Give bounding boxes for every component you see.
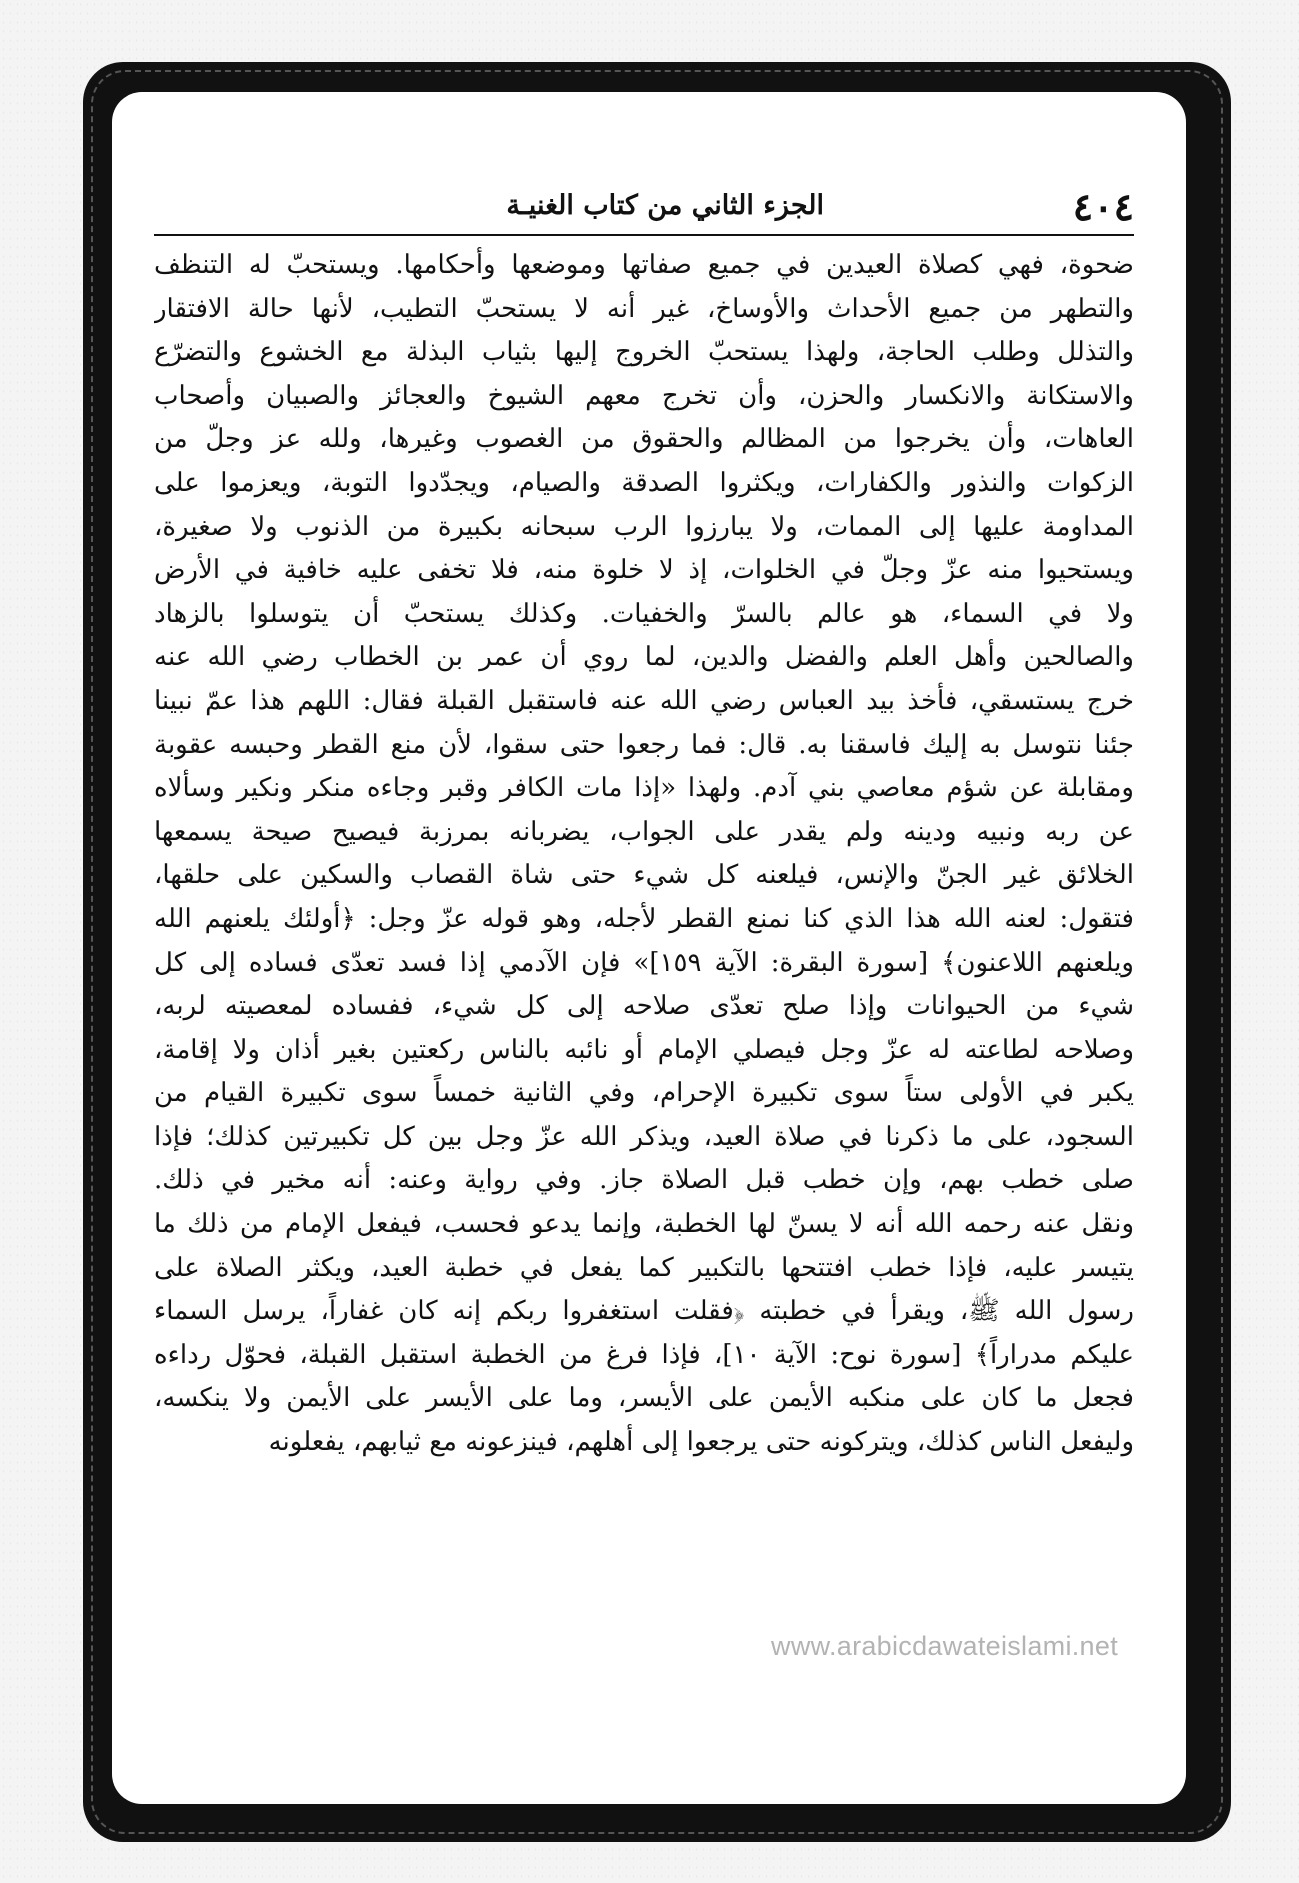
- watermark-url: www.arabicdawateislami.net: [771, 1631, 1118, 1661]
- text-line: يتيسر عليه، فإذا خطب افتتحها بالتكبير كما يفعل في خطبة العيد، ويكثر الصلاة على: [154, 1252, 1134, 1283]
- text-line: الخلائق غير الجنّ والإنس، فيلعنه كل شيء حتى شاة القصاب والسكين على حلقها،: [154, 860, 1134, 891]
- text-line: يكبر في الأولى ستاً سوى تكبيرة الإحرام، وفي الثانية خمساً سوى تكبيرة القيام من: [154, 1078, 1134, 1109]
- text-line: ضحوة، فهي كصلاة العيدين في جميع صفاتها وموضعها وأحكامها. ويستحبّ له التنظف: [154, 250, 1134, 280]
- text-line: عليكم مدراراً﴾ [سورة نوح: الآية ١٠]، فإذا فرغ من الخطبة استقبل القبلة، فحوّل رداءه: [154, 1339, 1134, 1370]
- text-line: وليفعل الناس كذلك، ويتركونه حتى يرجعوا إلى أهلهم، فينزعونه مع ثيابهم، يفعلونه: [268, 1427, 1134, 1458]
- text-line: والتذلل وطلب الحاجة، ولهذا يستحبّ الخروج إليها بثياب البذلة مع الخشوع والتضرّع: [154, 337, 1134, 368]
- text-line: خرج يستسقي، فأخذ بيد العباس رضي الله عنه فاستقبل القبلة فقال: اللهم هذا عمّ نبينا: [154, 685, 1134, 716]
- text-line: جئنا نتوسل به إليك فاسقنا به. قال: فما رجعوا حتى سقوا، لأن منع القطر وحبسه عقوبة: [154, 729, 1134, 760]
- text-line: ونقل عنه رحمه الله أنه لا يسنّ لها الخطبة، وإنما يدعو فحسب، فيفعل الإمام من ذلك ما: [154, 1209, 1134, 1240]
- text-line: رسول الله ﷺ، ويقرأ في خطبته ﴿فقلت استغفروا ربكم إنه كان غفاراً، يرسل السماء: [154, 1296, 1134, 1327]
- text-line: فتقول: لعنه الله هذا الذي كنا نمنع القطر لأجله، وهو قوله عزّ وجل: ﴿أولئك يلعنهم الله: [154, 903, 1134, 934]
- text-line: عن ربه ونبيه ودينه ولم يقدر على الجواب، يضربانه بمرزبة فيصيح صيحة يسمعها: [154, 816, 1134, 847]
- running-title: الجزء الثاني من كتاب الغنيـة: [506, 190, 824, 221]
- text-line: ولا في السماء، هو عالم بالسرّ والخفيات. وكذلك يستحبّ أن يتوسلوا بالزهاد: [154, 598, 1134, 629]
- text-line: العاهات، وأن يخرجوا من المظالم والحقوق من الغصوب وغيرها، ولله عز وجلّ من: [154, 424, 1134, 455]
- body-text: [154, 244, 1134, 1465]
- text-line: فجعل ما كان على منكبه الأيمن على الأيسر، وما على الأيسر على الأيمن ولا ينكسه،: [154, 1383, 1134, 1414]
- page-number: ٤٠٤: [1072, 184, 1134, 229]
- text-line: المداومة عليها إلى الممات، ولا يبارزوا الرب سبحانه بكبيرة من الذنوب ولا صغيرة،: [154, 511, 1134, 542]
- text-line: والتطهر من جميع الأحداث والأوساخ، غير أنه لا يستحبّ التطيب، لأنها حالة الافتقار: [154, 293, 1134, 324]
- text-line: والاستكانة والانكسار والحزن، وأن تخرج معهم الشيوخ والعجائز والصبيان وأصحاب: [154, 380, 1134, 411]
- page-header: [154, 182, 1134, 232]
- header-rule: [154, 234, 1134, 236]
- text-line: والصالحين وأهل العلم والفضل والدين، لما روي أن عمر بن الخطاب رضي الله عنه: [154, 642, 1134, 673]
- text-line: الزكوات والنذور والكفارات، ويكثروا الصدقة والصيام، ويجدّدوا التوبة، ويعزموا على: [154, 467, 1134, 498]
- text-line: شيء من الحيوانات وإذا صلح تعدّى صلاحه إلى كل شيء، ففساده لمعصيته لربه،: [154, 991, 1134, 1022]
- text-line: ومقابلة عن شؤم معاصي بني آدم. ولهذا «إذا مات الكافر وقبر وجاءه منكر ونكير وسألاه: [154, 773, 1134, 804]
- book-page: [112, 92, 1186, 1804]
- text-line: ويستحيوا منه عزّ وجلّ في الخلوات، إذ لا خلوة منه، فلا تخفى عليه خافية في الأرض: [154, 555, 1134, 586]
- text-line: ويلعنهم اللاعنون﴾ [سورة البقرة: الآية ١٥٩]» فإن الآدمي إذا فسد تعدّى فساده إلى كل: [154, 947, 1134, 978]
- text-line: صلى خطب بهم، وإن خطب قبل الصلاة جاز. وفي رواية وعنه: أنه مخير في ذلك.: [154, 1165, 1134, 1196]
- text-line: السجود، على ما ذكرنا في صلاة العيد، ويذكر الله عزّ وجل بين كل تكبيرتين كذلك؛ فإذا: [154, 1121, 1134, 1152]
- text-line: وصلاحه لطاعته له عزّ وجل فيصلي الإمام أو نائبه بالناس ركعتين بغير أذان ولا إقامة،: [154, 1034, 1134, 1065]
